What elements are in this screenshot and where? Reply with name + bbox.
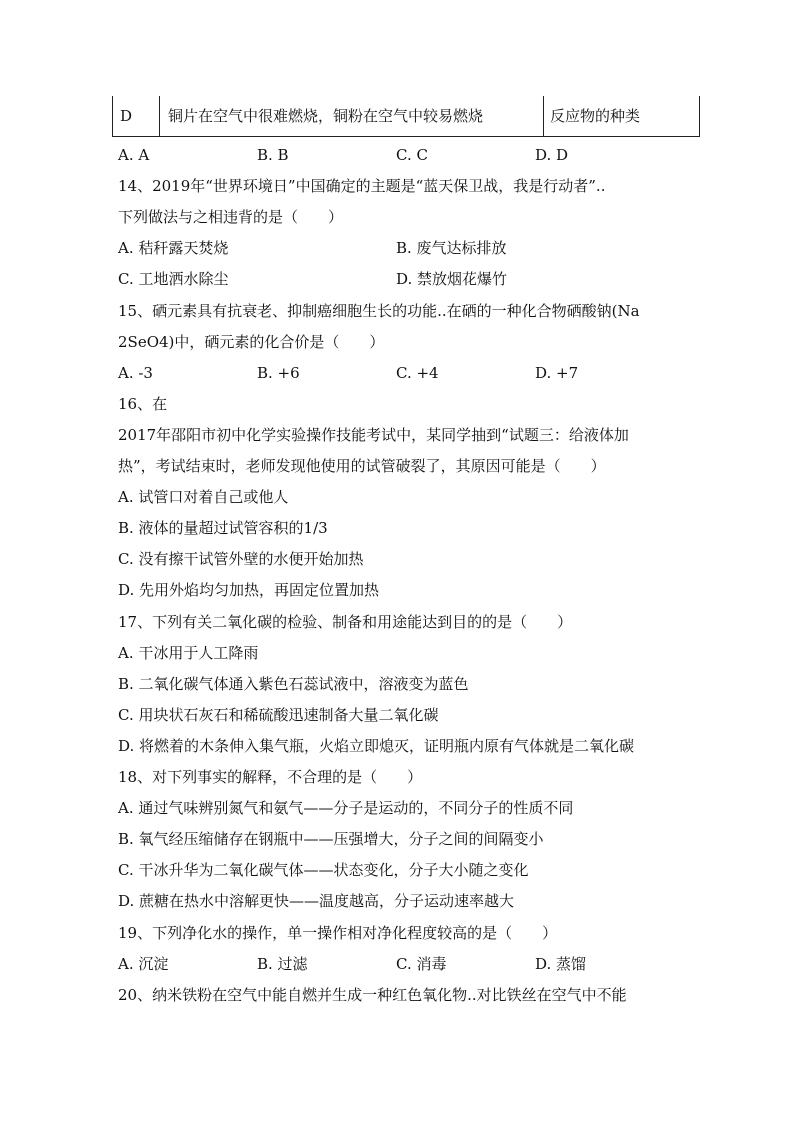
q15-option-d: D. +7 bbox=[535, 364, 579, 382]
q18-option-d: D. 蔗糖在热水中溶解更快——温度越高，分子运动速率越大 bbox=[118, 892, 515, 910]
q16-option-b: B. 液体的量超过试管容积的1/3 bbox=[118, 519, 328, 537]
q17-stem-line1: 17、下列有关二氧化碳的检验、制备和用途能达到目的的是（ ） bbox=[118, 613, 573, 631]
answer-table-row bbox=[112, 96, 700, 137]
q16-stem-line3: 热”，考试结束时，老师发现他使用的试管破裂了，其原因可能是（ ） bbox=[118, 457, 606, 475]
q16-stem-line1: 16、在 bbox=[118, 395, 168, 413]
q16-option-a: A. 试管口对着自己或他人 bbox=[118, 488, 289, 506]
table-cell-fact: 铜片在空气中很难燃烧，铜粉在空气中较易燃烧 bbox=[168, 107, 484, 125]
q15-option-b: B. +6 bbox=[257, 364, 300, 382]
q14-option-c: C. 工地洒水除尘 bbox=[118, 270, 229, 288]
q19-option-b: B. 过滤 bbox=[257, 955, 308, 973]
q19-option-a: A. 沉淀 bbox=[118, 955, 169, 973]
q15-option-a: A. -3 bbox=[118, 364, 153, 382]
q19-option-d: D. 蒸馏 bbox=[535, 955, 587, 973]
q17-option-c: C. 用块状石灰石和稀硫酸迅速制备大量二氧化碳 bbox=[118, 706, 439, 724]
q15-stem-line2: 2SeO4)中，硒元素的化合价是（ ） bbox=[118, 333, 385, 351]
q13-option-a: A. A bbox=[118, 146, 150, 164]
q14-option-a: A. 秸秆露天焚烧 bbox=[118, 239, 229, 257]
q14-stem-line1: 14、2019年“世界环境日”中国确定的主题是“蓝天保卫战，我是行动者”.. bbox=[118, 177, 606, 195]
table-divider bbox=[543, 96, 544, 136]
q19-option-c: C. 消毒 bbox=[396, 955, 447, 973]
q17-option-b: B. 二氧化碳气体通入紫色石蕊试液中，溶液变为蓝色 bbox=[118, 675, 469, 693]
q15-option-c: C. +4 bbox=[396, 364, 439, 382]
q18-stem-line1: 18、对下列事实的解释，不合理的是（ ） bbox=[118, 768, 423, 786]
q14-option-d: D. 禁放烟花爆竹 bbox=[396, 270, 508, 288]
q20-stem-line1: 20、纳米铁粉在空气中能自燃并生成一种红色氧化物..对比铁丝在空气中不能 bbox=[118, 986, 627, 1004]
q18-option-a: A. 通过气味辨别氮气和氨气——分子是运动的，不同分子的性质不同 bbox=[118, 799, 574, 817]
q14-stem-line2: 下列做法与之相违背的是（ ） bbox=[118, 208, 344, 226]
q14-option-b: B. 废气达标排放 bbox=[396, 239, 507, 257]
q18-option-c: C. 干冰升华为二氧化碳气体——状态变化，分子大小随之变化 bbox=[118, 861, 529, 879]
q13-option-b: B. B bbox=[257, 146, 289, 164]
q16-option-d: D. 先用外焰均匀加热，再固定位置加热 bbox=[118, 581, 380, 599]
q18-option-b: B. 氧气经压缩储存在钢瓶中——压强增大，分子之间的间隔变小 bbox=[118, 830, 544, 848]
q17-option-a: A. 干冰用于人工降雨 bbox=[118, 644, 259, 662]
table-divider bbox=[159, 96, 160, 136]
q13-option-d: D. D bbox=[535, 146, 569, 164]
q19-stem-line1: 19、下列净化水的操作，单一操作相对净化程度较高的是（ ） bbox=[118, 924, 558, 942]
q16-stem-line2: 2017年邵阳市初中化学实验操作技能考试中，某同学抽到“试题三：给液体加 bbox=[118, 426, 629, 444]
table-cell-option: D bbox=[120, 107, 133, 125]
table-cell-factor: 反应物的种类 bbox=[550, 107, 641, 125]
q13-option-c: C. C bbox=[396, 146, 428, 164]
q15-stem-line1: 15、硒元素具有抗衰老、抑制癌细胞生长的功能..在硒的一种化合物硒酸钠(Na bbox=[118, 302, 640, 320]
q16-option-c: C. 没有擦干试管外壁的水便开始加热 bbox=[118, 550, 364, 568]
q17-option-d: D. 将燃着的木条伸入集气瓶，火焰立即熄灭，证明瓶内原有气体就是二氧化碳 bbox=[118, 737, 635, 755]
